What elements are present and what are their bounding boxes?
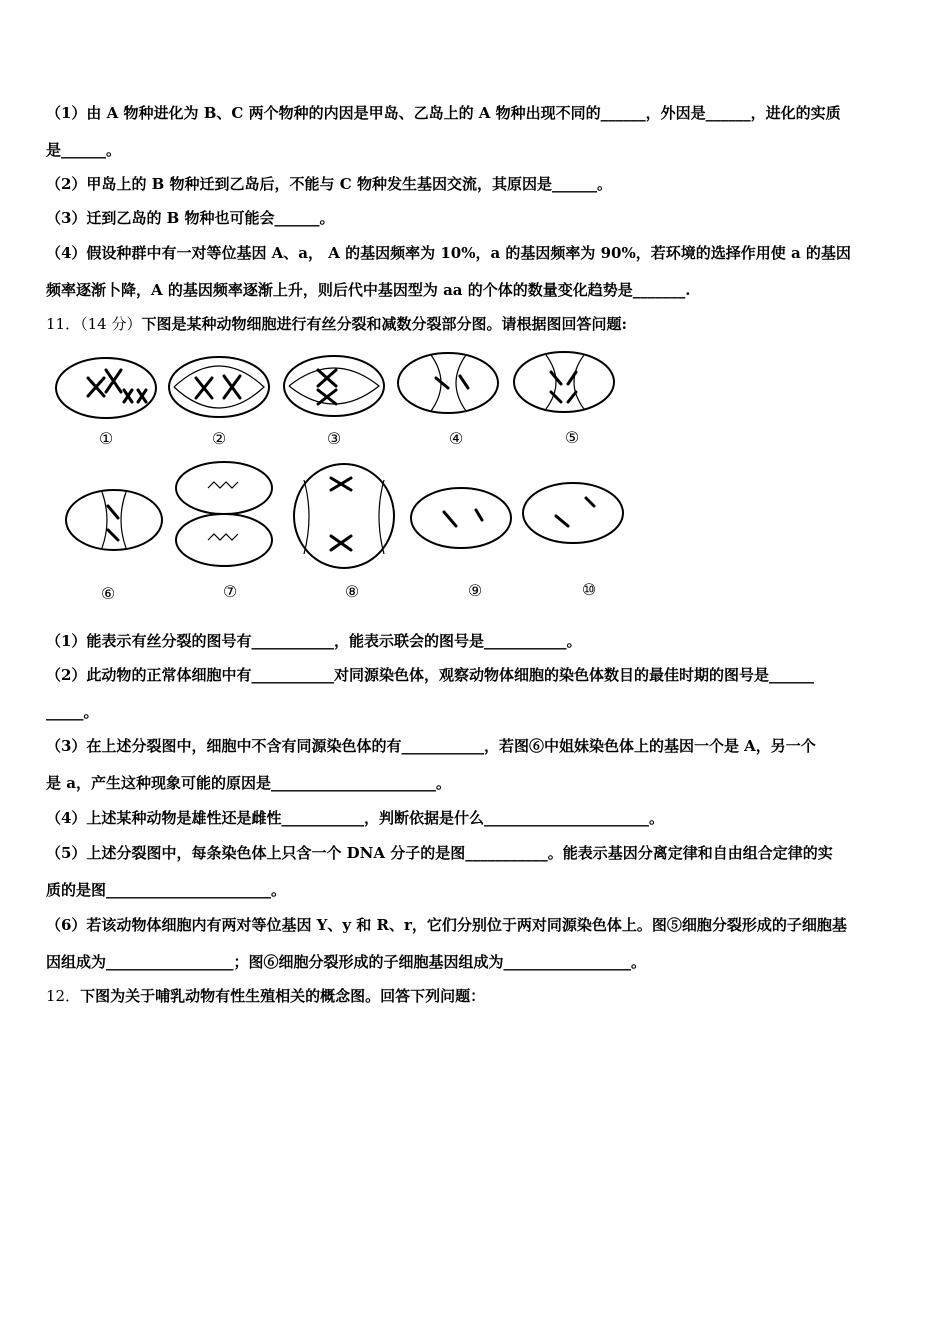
cell-9 (411, 488, 511, 548)
q11-part5-line1: （5）上述分裂图中，每条染色体上只含一个 DNA 分子的是图___________。能表示基因分离定律和自由组合定律的实 (46, 844, 833, 862)
cell-4 (398, 353, 498, 413)
cell-7-bottom (176, 514, 272, 566)
label-10: ⑩ (581, 580, 597, 599)
label-1: ① (98, 429, 114, 448)
label-4: ④ (448, 429, 464, 448)
q10-part3: （3）迁到乙岛的 B 物种也可能会______。 (46, 209, 335, 227)
q11-part6-line1: （6）若该动物体细胞内有两对等位基因 Y、y 和 R、r，它们分别位于两对同源染色体上。图⑤细胞分裂形成的子细胞基 (46, 916, 847, 934)
q10-part1-line1: （1）由 A 物种进化为 B、C 两个物种的内因是甲岛、乙岛上的 A 物种出现不同的______，外因是______，进化的实质 (46, 104, 841, 122)
q12-prompt: 下图为关于哺乳动物有性生殖相关的概念图。回答下列问题： (80, 987, 486, 1005)
q11-part3-line2: 是 a，产生这种现象可能的原因是______________________。 (46, 774, 451, 792)
q10-part1-line2: 是______。 (46, 141, 122, 159)
cell-6 (66, 490, 162, 550)
label-6: ⑥ (100, 584, 116, 603)
cell-7-top (176, 462, 272, 514)
q10-part4-line2: 频率逐渐卜降，A 的基因频率逐渐上升，则后代中基因型为 aa 的个体的数量变化趋势是_______. (46, 281, 691, 299)
q11-part2-line2: _____。 (46, 703, 99, 721)
q11-prompt: 下图是某种动物细胞进行有丝分裂和减数分裂部分图。请根据图回答问题: (141, 315, 627, 333)
q10-part4-line1: （4）假设种群中有一对等位基因 A、a， A 的基因频率为 10%，a 的基因频率为 90%，若环境的选择作用使 a 的基因 (46, 244, 851, 262)
cell-division-figure (46, 340, 646, 610)
cell-5 (514, 352, 614, 412)
q12-number: 12． (46, 987, 81, 1005)
label-2: ② (211, 429, 227, 448)
label-9: ⑨ (467, 581, 483, 600)
label-5: ⑤ (564, 428, 580, 447)
q11-part3-line1: （3）在上述分裂图中，细胞中不含有同源染色体的有___________，若图⑥中姐妹染色体上的基因一个是 A，另一个 (46, 737, 816, 755)
q11-part2-line1: （2）此动物的正常体细胞中有___________对同源染色体，观察动物体细胞的染色体数目的最佳时期的图号是______ (46, 666, 814, 684)
q10-part2: （2）甲岛上的 B 物种迁到乙岛后，不能与 C 物种发生基因交流，其原因是______。 (46, 175, 612, 193)
label-8: ⑧ (344, 582, 360, 601)
q11-part5-line2: 质的是图______________________。 (46, 881, 287, 899)
q12-header (46, 986, 485, 1006)
q11-number: 11．（14 分） (46, 315, 142, 333)
q11-header (46, 314, 627, 334)
label-7: ⑦ (222, 582, 238, 601)
cell-1 (56, 358, 156, 418)
q11-part1: （1）能表示有丝分裂的图号有___________，能表示联会的图号是___________。 (46, 632, 582, 650)
cell-10 (523, 483, 623, 543)
q11-part4: （4）上述某种动物是雄性还是雌性___________，判断依据是什么______________________。 (46, 809, 664, 827)
label-3: ③ (326, 429, 342, 448)
q11-part6-line2: 因组成为_________________；图⑥细胞分裂形成的子细胞基因组成为_________________。 (46, 953, 647, 971)
